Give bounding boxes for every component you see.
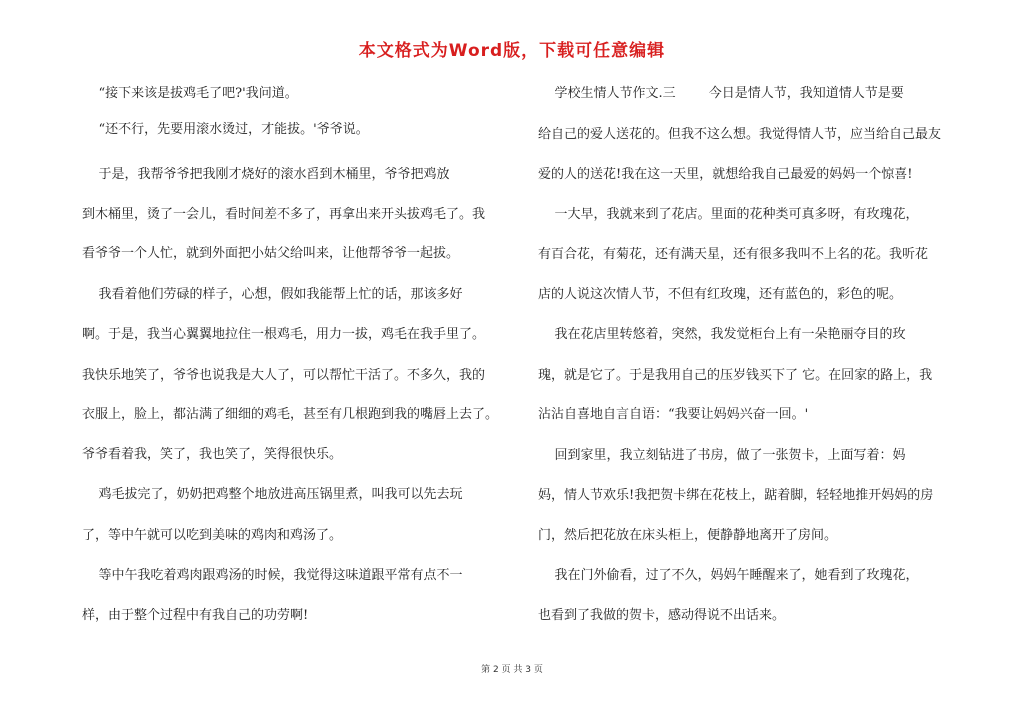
text-line: 学校生情人节作文.三 今日是情人节，我知道情人节是要 bbox=[538, 86, 904, 101]
text-line: 一大早，我就来到了花店。里面的花种类可真多呀，有玫瑰花， bbox=[538, 207, 919, 222]
text-line: 看爷爷一个人忙，就到外面把小姑父给叫来，让他帮爷爷一起拔。 bbox=[82, 246, 460, 261]
text-line: 瑰，就是它了。于是我用自己的压岁钱买下了 它。在回家的路上，我 bbox=[538, 368, 933, 383]
text-line: 也看到了我做的贺卡，感动得说不出话来。 bbox=[538, 608, 786, 623]
text-line: 于是，我帮爷爷把我刚才烧好的滚水舀到木桶里，爷爷把鸡放 bbox=[82, 167, 450, 182]
page-number: 第 2 页 共 3 页 bbox=[481, 665, 543, 675]
text-line: 妈，情人节欢乐!我把贺卡绑在花枝上，踮着脚，轻轻地推开妈妈的房 bbox=[538, 488, 934, 503]
text-line: 了，等中午就可以吃到美味的鸡肉和鸡汤了。 bbox=[82, 528, 343, 543]
document-banner: 本文格式为Word版，下载可任意编辑 bbox=[358, 41, 666, 61]
text-line: 给自己的爱人送花的。但我不这么想。我觉得情人节，应当给自己最友 bbox=[538, 127, 942, 142]
text-line: 我在门外偷看，过了不久，妈妈午睡醒来了，她看到了玫瑰花， bbox=[538, 568, 919, 583]
text-line: 沾沾自喜地自言自语：“我要让妈妈兴奋一回。' bbox=[538, 407, 809, 422]
text-line: 衣服上，脸上，都沾满了细细的鸡毛，甚至有几根跑到我的嘴唇上去了。 bbox=[82, 407, 499, 422]
text-line: 到木桶里，烫了一会儿，看时间差不多了，再拿出来开头拔鸡毛了。我 bbox=[82, 207, 486, 222]
text-line: 样，由于整个过程中有我自己的功劳啊! bbox=[82, 608, 309, 623]
text-line: 啊。于是，我当心翼翼地拉住一根鸡毛，用力一拔，鸡毛在我手里了。 bbox=[82, 327, 486, 342]
text-line: 我看着他们劳碌的样子，心想，假如我能帮上忙的话，那该多好 bbox=[82, 287, 463, 302]
text-line: 等中午我吃着鸡肉跟鸡汤的时候，我觉得这味道跟平常有点不一 bbox=[82, 568, 463, 583]
text-line: 鸡毛拔完了，奶奶把鸡整个地放进高压锅里煮，叫我可以先去玩 bbox=[82, 487, 463, 502]
text-line: 我在花店里转悠着，突然，我发觉柜台上有一朵艳丽夺目的玫 bbox=[538, 327, 906, 342]
text-line: “还不行，先要用滚水烫过，才能拔。'爷爷说。 bbox=[82, 122, 369, 137]
text-line: 我快乐地笑了，爷爷也说我是大人了，可以帮忙干活了。不多久，我的 bbox=[82, 368, 486, 383]
text-line: 回到家里，我立刻钻进了书房，做了一张贺卡，上面写着：妈 bbox=[538, 448, 906, 463]
text-line: 店的人说这次情人节，不但有红玫瑰，还有蓝色的，彩色的呢。 bbox=[538, 287, 903, 302]
text-line: 门，然后把花放在床头柜上，便静静地离开了房间。 bbox=[538, 528, 838, 543]
text-line: “接下来该是拔鸡毛了吧?'我问道。 bbox=[82, 86, 298, 101]
text-line: 爱的人的送花!我在这一天里，就想给我自己最爱的妈妈一个惊喜! bbox=[538, 167, 913, 182]
text-line: 有百合花，有菊花，还有满天星，还有很多我叫不上名的花。我听花 bbox=[538, 247, 929, 262]
text-line: 爷爷看着我，笑了，我也笑了，笑得很快乐。 bbox=[82, 447, 343, 462]
